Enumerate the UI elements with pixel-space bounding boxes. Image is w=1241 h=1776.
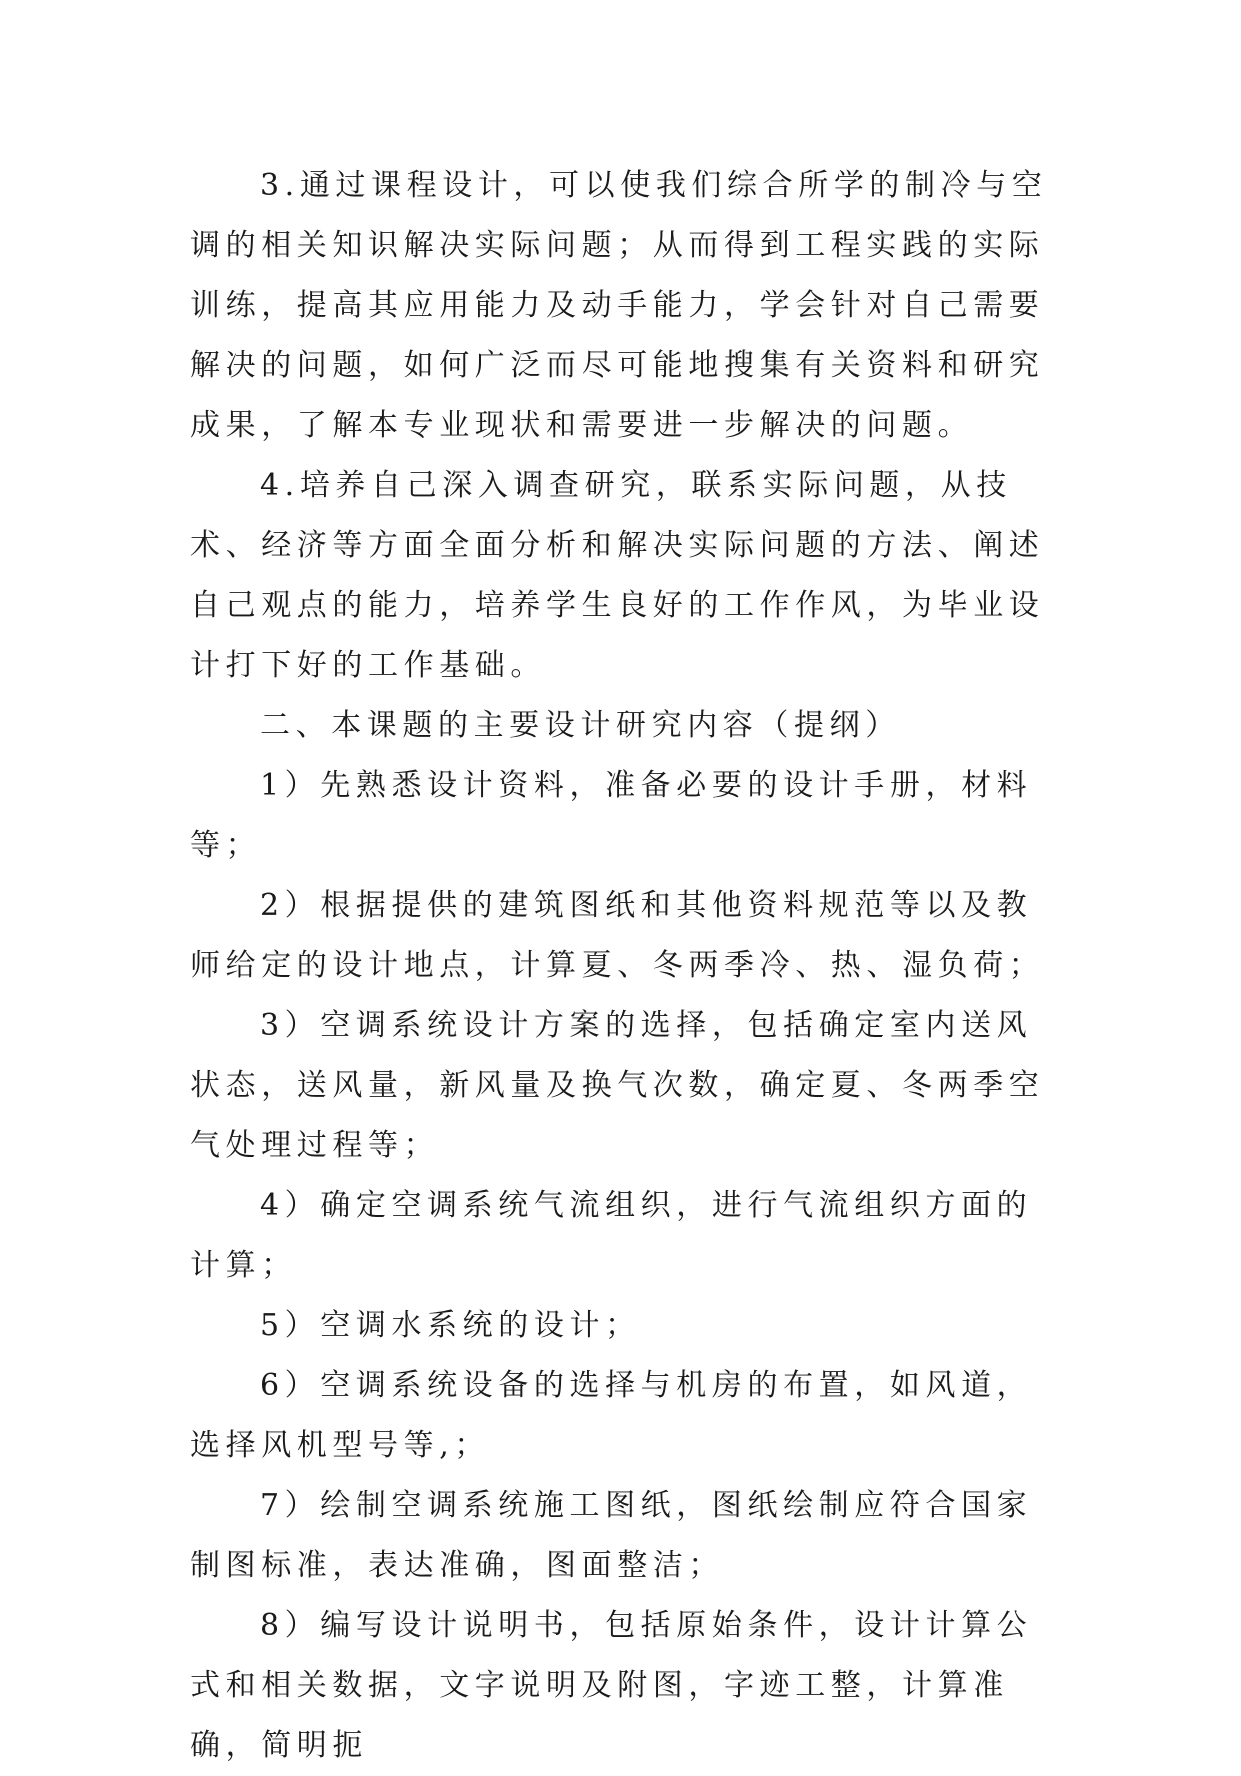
list-item-8: 8）编写设计说明书，包括原始条件，设计计算公式和相关数据，文字说明及附图，字迹工整，计算准确，简明扼 (190, 1608, 1033, 1763)
list-item-4: 4）确定空调系统气流组织，进行气流组织方面的计算； (190, 1188, 1033, 1283)
list-item-5: 5）空调水系统的设计； (260, 1308, 641, 1343)
list-item-6: 6）空调系统设备的选择与机房的布置，如风道，选择风机型号等,； (190, 1368, 1033, 1463)
list-item-7: 7）绘制空调系统施工图纸，图纸绘制应符合国家制图标准，表达准确，图面整洁； (190, 1488, 1033, 1583)
section-heading-research-content: 二、本课题的主要设计研究内容（提纲） (260, 708, 901, 743)
list-item-2: 2）根据提供的建筑图纸和其他资料规范等以及教师给定的设计地点，计算夏、冬两季冷、热、湿负荷； (190, 888, 1045, 983)
list-item-3: 3）空调系统设计方案的选择，包括确定室内送风状态，送风量，新风量及换气次数，确定夏、冬两季空气处理过程等； (190, 1008, 1045, 1163)
paragraph-goal-4: 4.培养自己深入调查研究，联系实际问题，从技术、经济等方面全面分析和解决实际问题的方法、阐述自己观点的能力，培养学生良好的工作作风，为毕业设计打下好的工作基础。 (190, 468, 1045, 683)
document-body (190, 156, 1060, 1776)
list-item-1: 1）先熟悉设计资料，准备必要的设计手册，材料等； (190, 768, 1033, 863)
paragraph-goal-3: 3.通过课程设计，可以使我们综合所学的制冷与空调的相关知识解决实际问题；从而得到工程实践的实际训练，提高其应用能力及动手能力，学会针对自己需要解决的问题，如何广泛而尽可能地搜集有关资料和研究成果，了解本专业现状和需要进一步解决的问题。 (190, 168, 1048, 443)
